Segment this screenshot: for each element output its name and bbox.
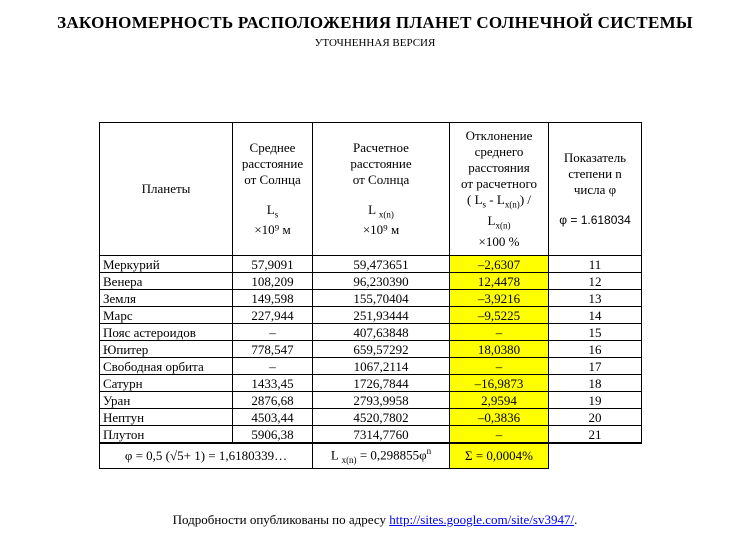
planet-name: Нептун bbox=[100, 409, 233, 426]
planet-name: Пояс астероидов bbox=[100, 324, 233, 341]
formula-row bbox=[100, 443, 642, 468]
table-row bbox=[100, 324, 642, 341]
exponent-value: 11 bbox=[549, 256, 642, 273]
deviation-sum: Σ = 0,0004% bbox=[450, 443, 549, 468]
footer-note bbox=[0, 512, 750, 528]
exponent-value: 19 bbox=[549, 392, 642, 409]
calc-distance-value: 155,70404 bbox=[313, 290, 450, 307]
page-title: ЗАКОНОМЕРНОСТЬ РАСПОЛОЖЕНИЯ ПЛАНЕТ СОЛНЕЧНОЙ СИСТЕМЫ bbox=[57, 13, 693, 32]
header-mean-distance: Среднее расстояние от Солнца $L_s$ ×10⁹ м bbox=[233, 123, 313, 256]
exponent-value: 12 bbox=[549, 273, 642, 290]
exponent-value: 16 bbox=[549, 341, 642, 358]
calc-distance-value: 2793,9958 bbox=[313, 392, 450, 409]
deviation-value: 2,9594 bbox=[450, 392, 549, 409]
table-row bbox=[100, 358, 642, 375]
footer-text: Подробности опубликованы по адресу bbox=[172, 512, 390, 527]
details-link[interactable]: http://sites.google.com/site/sv3947/ bbox=[389, 512, 575, 527]
phi-formula: φ = 0,5 (√5+ 1) = 1,6180339… bbox=[100, 443, 313, 468]
planet-name: Юпитер bbox=[100, 341, 233, 358]
mean-distance-value: 4503,44 bbox=[233, 409, 313, 426]
planet-name: Меркурий bbox=[100, 256, 233, 273]
calc-distance-value: 251,93444 bbox=[313, 307, 450, 324]
exponent-value: 17 bbox=[549, 358, 642, 375]
mean-distance-value: 57,9091 bbox=[233, 256, 313, 273]
table-row bbox=[100, 392, 642, 409]
table-row bbox=[100, 341, 642, 358]
exponent-value: 13 bbox=[549, 290, 642, 307]
table-row bbox=[100, 307, 642, 324]
calc-distance-value: 4520,7802 bbox=[313, 409, 450, 426]
calc-distance-value: 407,63848 bbox=[313, 324, 450, 341]
deviation-value: –9,5225 bbox=[450, 307, 549, 324]
deviation-value: –0,3836 bbox=[450, 409, 549, 426]
exponent-value: 20 bbox=[549, 409, 642, 426]
table-row bbox=[100, 273, 642, 290]
mean-distance-value: 108,209 bbox=[233, 273, 313, 290]
deviation-value: –2,6307 bbox=[450, 256, 549, 273]
deviation-value: –16,9873 bbox=[450, 375, 549, 392]
exponent-value: 21 bbox=[549, 426, 642, 444]
deviation-value: 18,0380 bbox=[450, 341, 549, 358]
exponent-value: 15 bbox=[549, 324, 642, 341]
planet-name: Сатурн bbox=[100, 375, 233, 392]
table-header-row bbox=[100, 123, 642, 256]
mean-distance-value: – bbox=[233, 324, 313, 341]
mean-distance-value: 778,547 bbox=[233, 341, 313, 358]
mean-distance-value: 227,944 bbox=[233, 307, 313, 324]
exponent-value: 18 bbox=[549, 375, 642, 392]
calc-distance-value: 1067,2114 bbox=[313, 358, 450, 375]
header-exponent: Показатель степени n числа φ φ = 1.618034 bbox=[549, 123, 642, 256]
deviation-value: –3,9216 bbox=[450, 290, 549, 307]
calc-distance-value: 7314,7760 bbox=[313, 426, 450, 444]
calc-distance-value: 96,230390 bbox=[313, 273, 450, 290]
planet-name: Марс bbox=[100, 307, 233, 324]
calc-distance-value: 1726,7844 bbox=[313, 375, 450, 392]
table-row bbox=[100, 256, 642, 273]
planet-name: Уран bbox=[100, 392, 233, 409]
table-row bbox=[100, 426, 642, 444]
table-row bbox=[100, 375, 642, 392]
header-planets: Планеты bbox=[100, 123, 233, 256]
lx-formula: L $_{x(n)} = 0,298855\varphi^n$ bbox=[313, 443, 450, 468]
mean-distance-value: 5906,38 bbox=[233, 426, 313, 444]
calc-distance-value: 59,473651 bbox=[313, 256, 450, 273]
table-row bbox=[100, 290, 642, 307]
header-deviation: Отклонение среднего расстояния от расчетного ( $L_s - L_{x(n)}$) / $L_{x(n)}$ ×100 % bbox=[450, 123, 549, 256]
footer-end: . bbox=[574, 512, 578, 527]
deviation-value: 12,4478 bbox=[450, 273, 549, 290]
calc-distance-value: 659,57292 bbox=[313, 341, 450, 358]
mean-distance-value: 1433,45 bbox=[233, 375, 313, 392]
exponent-value: 14 bbox=[549, 307, 642, 324]
planet-name: Плутон bbox=[100, 426, 233, 444]
planet-name: Земля bbox=[100, 290, 233, 307]
table-row bbox=[100, 409, 642, 426]
mean-distance-value: 2876,68 bbox=[233, 392, 313, 409]
planet-name: Свободная орбита bbox=[100, 358, 233, 375]
planet-table bbox=[99, 122, 642, 469]
header-calc-distance: Расчетное расстояние от Солнца L $_{x(n)}$ ×10⁹ м bbox=[313, 123, 450, 256]
page-subtitle: УТОЧНЕННАЯ ВЕРСИЯ bbox=[314, 37, 436, 49]
mean-distance-value: 149,598 bbox=[233, 290, 313, 307]
deviation-value: – bbox=[450, 358, 549, 375]
empty-cell bbox=[549, 443, 642, 468]
deviation-value: – bbox=[450, 426, 549, 444]
planet-name: Венера bbox=[100, 273, 233, 290]
mean-distance-value: – bbox=[233, 358, 313, 375]
deviation-value: – bbox=[450, 324, 549, 341]
